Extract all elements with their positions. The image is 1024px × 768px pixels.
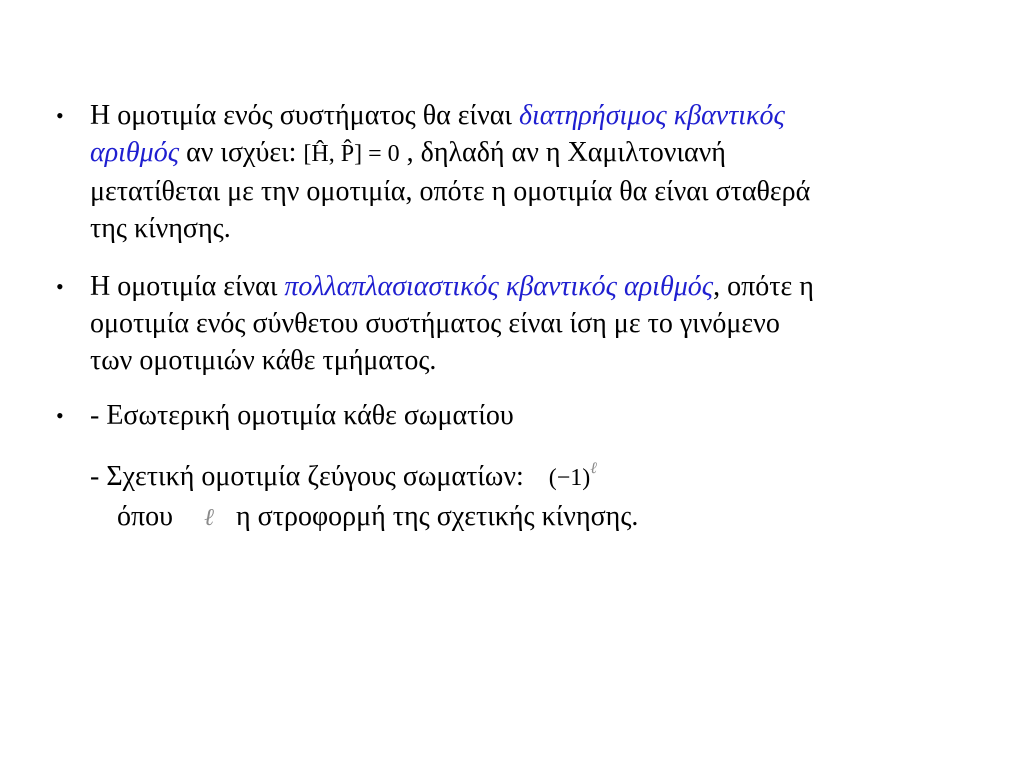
text-line: [90, 134, 990, 173]
text-line: της κίνησης.: [90, 213, 231, 244]
commutator-formula: [Ĥ, P̂] = 0: [303, 141, 400, 167]
text-segment: Η ομοτιμία είναι: [90, 271, 285, 302]
formula-base: (−1): [548, 465, 591, 491]
relative-parity-line: [90, 450, 597, 497]
text-segment: Η ομοτιμία ενός συστήματος θα είναι: [90, 100, 519, 131]
bullet-item-intrinsic-parity: [56, 397, 990, 434]
text-segment: - Σχετική ομοτιμία ζεύγους σωματίων:: [90, 461, 524, 492]
text-segment: , δηλαδή αν η Χαμιλτονιανή: [399, 137, 726, 168]
text-segment: όπου: [117, 501, 173, 532]
bullet-icon: •: [56, 403, 64, 428]
text-line: των ομοτιμιών κάθε τμήματος.: [90, 345, 437, 376]
text-line: - Εσωτερική ομοτιμία κάθε σωματίου: [90, 400, 514, 431]
formula-exponent: ℓ: [590, 460, 597, 477]
bullet-item-parity-conservation: [56, 97, 990, 247]
definition-line: [117, 498, 638, 537]
text-line: μετατίθεται με την ομοτιμία, οπότε η ομοτιμία θα είναι σταθερά: [90, 176, 811, 207]
text-line: [90, 268, 990, 305]
text-line: [90, 97, 990, 134]
text-line: ομοτιμία ενός σύνθετου συστήματος είναι ίση με το γινόμενο: [90, 308, 780, 339]
highlight-term: διατηρήσιμος κβαντικός: [518, 100, 785, 131]
angular-momentum-symbol: ℓ: [204, 505, 214, 531]
bullet-icon: •: [56, 103, 64, 128]
text-segment: η στροφορμή της σχετικής κίνησης.: [236, 501, 639, 532]
highlight-term: πολλαπλασιαστικός κβαντικός αριθμός: [284, 271, 714, 302]
bullet-icon: •: [56, 274, 64, 299]
bullet-item-multiplicative: [56, 268, 990, 379]
text-segment: αν ισχύει:: [179, 137, 304, 168]
text-segment: , οπότε η: [713, 271, 814, 302]
highlight-term: αριθμός: [90, 137, 180, 168]
parity-formula: [548, 460, 597, 491]
